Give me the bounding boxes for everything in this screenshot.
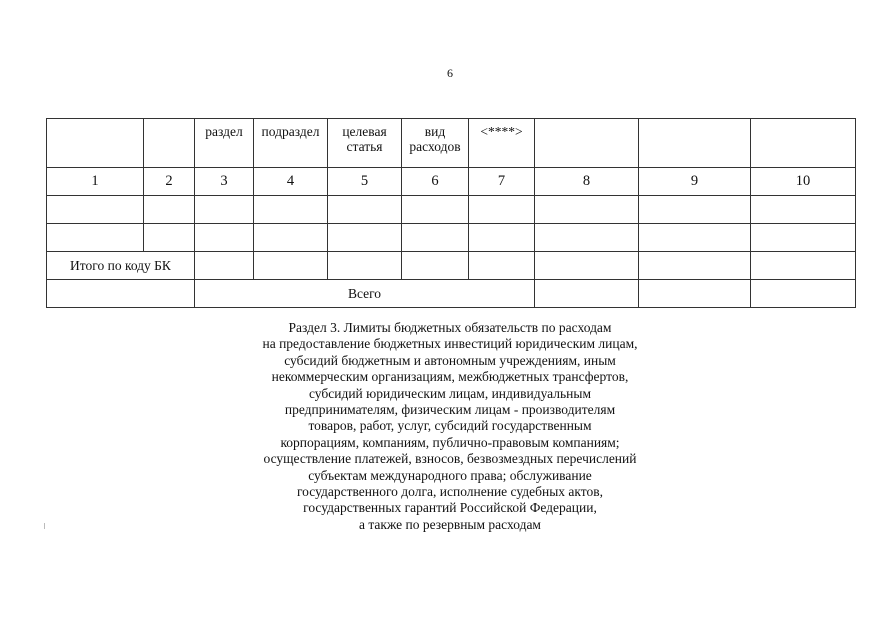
grand-total-label: Всего — [195, 280, 535, 308]
table-cell — [254, 252, 328, 280]
column-number: 10 — [751, 168, 856, 196]
table-cell — [469, 224, 535, 252]
table-cell — [469, 196, 535, 224]
section-title-line: осуществление платежей, взносов, безвозмездных перечислений — [263, 451, 637, 467]
header-cell-2 — [144, 119, 195, 168]
header-cell-code-7: <****> — [469, 119, 535, 168]
total-by-bk-row — [47, 252, 856, 280]
column-number: 8 — [535, 168, 639, 196]
table-cell — [402, 196, 469, 224]
table-cell — [195, 252, 254, 280]
header-cell-expense-type: вид расходов — [402, 119, 469, 168]
section-title-line: корпорациям, компаниям, публично-правовым компаниям; — [280, 434, 620, 450]
table-row — [47, 224, 856, 252]
table-cell — [195, 224, 254, 252]
table-cell — [535, 280, 639, 308]
table-cell — [535, 196, 639, 224]
section-title-line: государственных гарантий Российской Федерации, — [303, 500, 597, 516]
header-cell-10 — [751, 119, 856, 168]
column-number: 7 — [469, 168, 535, 196]
table-cell — [254, 224, 328, 252]
table-cell — [469, 252, 535, 280]
header-cell-subsection: подраздел — [254, 119, 328, 168]
grand-total-row — [47, 280, 856, 308]
column-number: 6 — [402, 168, 469, 196]
column-number: 9 — [639, 168, 751, 196]
section-title-line: предпринимателям, физическим лицам - производителям — [284, 402, 616, 418]
section-title-line: субъектам международного права; обслуживание — [308, 467, 592, 483]
table-cell — [535, 252, 639, 280]
section-title — [220, 320, 680, 533]
section-title-line: субсидий бюджетным и автономным учреждениям, иным — [284, 352, 616, 368]
table-cell — [328, 224, 402, 252]
table-cell — [47, 224, 144, 252]
table-cell — [144, 196, 195, 224]
column-number: 3 — [195, 168, 254, 196]
table-cell — [144, 224, 195, 252]
table-cell — [402, 224, 469, 252]
section-title-line: Раздел 3. Лимиты бюджетных обязательств по расходам — [288, 320, 612, 335]
table-cell — [751, 224, 856, 252]
budget-table — [46, 118, 856, 308]
table-cell — [535, 224, 639, 252]
table-cell — [751, 196, 856, 224]
column-number: 5 — [328, 168, 402, 196]
header-cell-8 — [535, 119, 639, 168]
table-cell — [639, 280, 751, 308]
table-cell — [639, 196, 751, 224]
header-cell-1 — [47, 119, 144, 168]
section-title-line: а также по резервным расходам — [359, 516, 541, 532]
section-title-line: субсидий юридическим лицам, индивидуальным — [308, 385, 592, 401]
table-cell — [328, 196, 402, 224]
total-by-bk-label: Итого по коду БК — [47, 252, 195, 280]
section-title-line: товаров, работ, услуг, субсидий государственным — [308, 418, 592, 434]
column-number-row — [47, 168, 856, 196]
table-cell — [751, 280, 856, 308]
page-number: 6 — [447, 66, 453, 80]
table-cell — [254, 196, 328, 224]
table-header-row — [47, 119, 856, 168]
header-cell-section: раздел — [195, 119, 254, 168]
table-cell — [328, 252, 402, 280]
table-cell — [639, 224, 751, 252]
column-number: 1 — [47, 168, 144, 196]
table-cell — [195, 196, 254, 224]
table-row — [47, 196, 856, 224]
table-cell — [47, 196, 144, 224]
header-cell-9 — [639, 119, 751, 168]
table-cell — [639, 252, 751, 280]
table-cell — [47, 280, 195, 308]
table-cell — [402, 252, 469, 280]
section-title-line: некоммерческим организациям, межбюджетных трансфертов, — [271, 369, 629, 385]
section-title-line: государственного долга, исполнение судебных актов, — [296, 484, 603, 500]
section-title-line: на предоставление бюджетных инвестиций юридическим лицам, — [262, 336, 638, 352]
column-number: 2 — [144, 168, 195, 196]
margin-mark — [44, 523, 45, 529]
column-number: 4 — [254, 168, 328, 196]
table-cell — [751, 252, 856, 280]
header-cell-target-article: целевая статья — [328, 119, 402, 168]
